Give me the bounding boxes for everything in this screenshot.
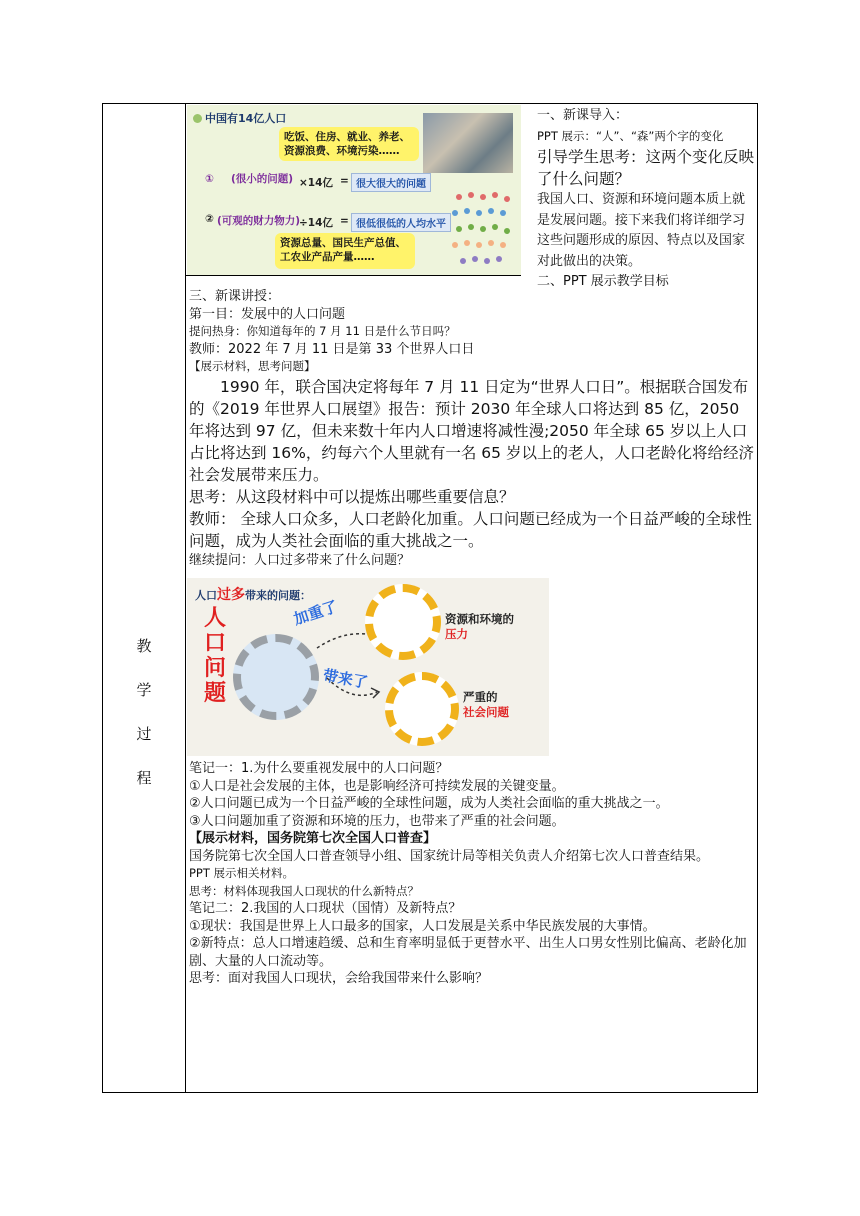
notes-section xyxy=(189,760,755,988)
side-char: 程 xyxy=(136,769,152,787)
slide1-title: 中国有14亿人口 xyxy=(193,110,286,126)
note-item: ②人口问题已成为一个日益严峻的全球性问题，成为人类社会面临的重大挑战之一。 xyxy=(189,796,669,811)
crowd-photo xyxy=(423,113,513,173)
note-item: ③人口问题加重了资源和环境的压力，也带来了严重的社会问题。 xyxy=(189,813,565,829)
intro-body: 我国人口、资源和环境问题本质上就是发展问题。接下来我们将详细学习这些问题形成的原因、特点以及国家对此做出的决策。 xyxy=(537,192,746,269)
note-item: ①现状：我国是世界上人口最多的国家，人口发展是关系中华民族发展的大事情。 xyxy=(189,918,656,934)
intro-section xyxy=(537,106,755,292)
think-question: 思考：从这段材料中可以提炼出哪些重要信息？ xyxy=(189,487,515,506)
think-line: 思考：材料体现我国人口现状的什么新特点？ xyxy=(189,883,419,898)
slide-divider xyxy=(185,275,521,276)
row2-tag: (可观的财力物力) xyxy=(217,215,301,227)
section-heading: 三、新课讲授： xyxy=(189,289,281,304)
census-text: 国务院第七次全国人口普查领导小组、国家统计局等相关负责人介绍第七次人口普查结果。 xyxy=(189,848,710,864)
note-heading-2: 笔记二：2.我国的人口现状（国情）及新特点？ xyxy=(189,901,462,916)
intro-question: 引导学生思考：这两个变化反映了什么问题？ xyxy=(537,148,755,188)
population-problems-slide xyxy=(187,578,549,756)
result-1: 资源和环境的 压力 xyxy=(445,612,514,641)
material-paragraph: 1990 年，联合国决定将每年 7 月 11 日定为“世界人口日”。根据联合国发布的《2019 年世界人口展望》报告：预计 2030 年全球人口将达到 85 亿，2050 年将达到 97 亿，但未来数十年内人口增速将减性漫;2050 年全球 65 岁以上人口占比将达到 16%，约每六个人里就有一名 65 岁以上的老人，人口老龄化将给经济社会发展带来压力。 xyxy=(189,377,754,484)
side-label xyxy=(103,624,185,800)
row1-tag: (很小的问题) xyxy=(231,173,294,185)
note-item: ②新特点：总人口增速趋缓、总和生育率明显低于更替水平、出生人口男女性别比偏高、老龄化加剧、大量的人口流动等。 xyxy=(189,936,747,969)
note-heading-1: 笔记一：1.为什么要重视发展中的人口问题？ xyxy=(189,761,449,776)
row1-equals: = xyxy=(340,175,349,187)
row1-result: 很大很大的问题 xyxy=(351,173,431,192)
population-slide xyxy=(187,105,521,275)
resources-gear-icon xyxy=(365,584,441,660)
lesson-section xyxy=(189,288,755,569)
intro-heading: 一、新课导入： xyxy=(537,108,629,123)
follow-up-question: 继续提问：人口过多带来了什么问题？ xyxy=(189,552,411,568)
row1-operator: ×14亿 xyxy=(299,177,333,189)
lesson-table xyxy=(102,103,758,1093)
problems-box: 吃饭、住房、就业、养老、资源浪费、环境污染…… xyxy=(279,127,419,161)
society-gear-icon xyxy=(385,672,459,746)
side-char: 教 xyxy=(136,637,152,655)
slide2-title: 人口过多带来的问题： xyxy=(195,587,311,603)
teacher-line: 教师：2022 年 7 月 11 日是第 33 个世界人口日 xyxy=(189,341,475,357)
row2-operator: ÷14亿 xyxy=(299,217,333,229)
final-question: 思考：面对我国人口现状，会给我国带来什么影响？ xyxy=(189,971,489,986)
ppt-line: PPT 展示相关材料。 xyxy=(189,866,295,880)
side-char: 过 xyxy=(136,725,152,743)
note-item: ①人口是社会发展的主体，也是影响经济可持续发展的关键变量。 xyxy=(189,778,565,794)
crowd-figures-icon xyxy=(449,187,515,273)
row2-result: 很低很低的人均水平 xyxy=(351,213,451,232)
row2-equals: = xyxy=(340,215,349,227)
row2-number: ② xyxy=(205,213,214,225)
result-2: 严重的 社会问题 xyxy=(463,690,509,719)
resources-box: 资源总量、国民生产总值、工农业产品产量…… xyxy=(275,233,415,269)
bullet-icon xyxy=(193,114,202,123)
column-divider xyxy=(185,104,186,1092)
slide2-big-label: 人 口 问 题 xyxy=(203,606,226,706)
intro-goals: 二、PPT 展示教学目标 xyxy=(537,274,669,289)
row1-number: ① xyxy=(205,173,214,185)
side-char: 学 xyxy=(136,681,152,699)
teacher-answer: 教师： 全球人口众多，人口老龄化加重。人口问题已经成为一个日益严峻的全球性问题，成为人类社会面临的重大挑战之一。 xyxy=(189,509,752,550)
arrow-label-2: 带来了 xyxy=(321,666,370,692)
warmup-question: 提问热身：你知道每年的 7 月 11 日是什么节日吗？ xyxy=(189,324,456,338)
material-heading-2: 【展示材料，国务院第七次全国人口普查】 xyxy=(189,831,437,846)
material-heading: 【展示材料，思考问题】 xyxy=(189,359,316,373)
topic-heading: 第一目：发展中的人口问题 xyxy=(189,306,346,322)
arrow-label-1: 加重了 xyxy=(291,597,340,629)
intro-ppt: PPT 展示：“人”、“森”两个字的变化 xyxy=(537,129,724,143)
